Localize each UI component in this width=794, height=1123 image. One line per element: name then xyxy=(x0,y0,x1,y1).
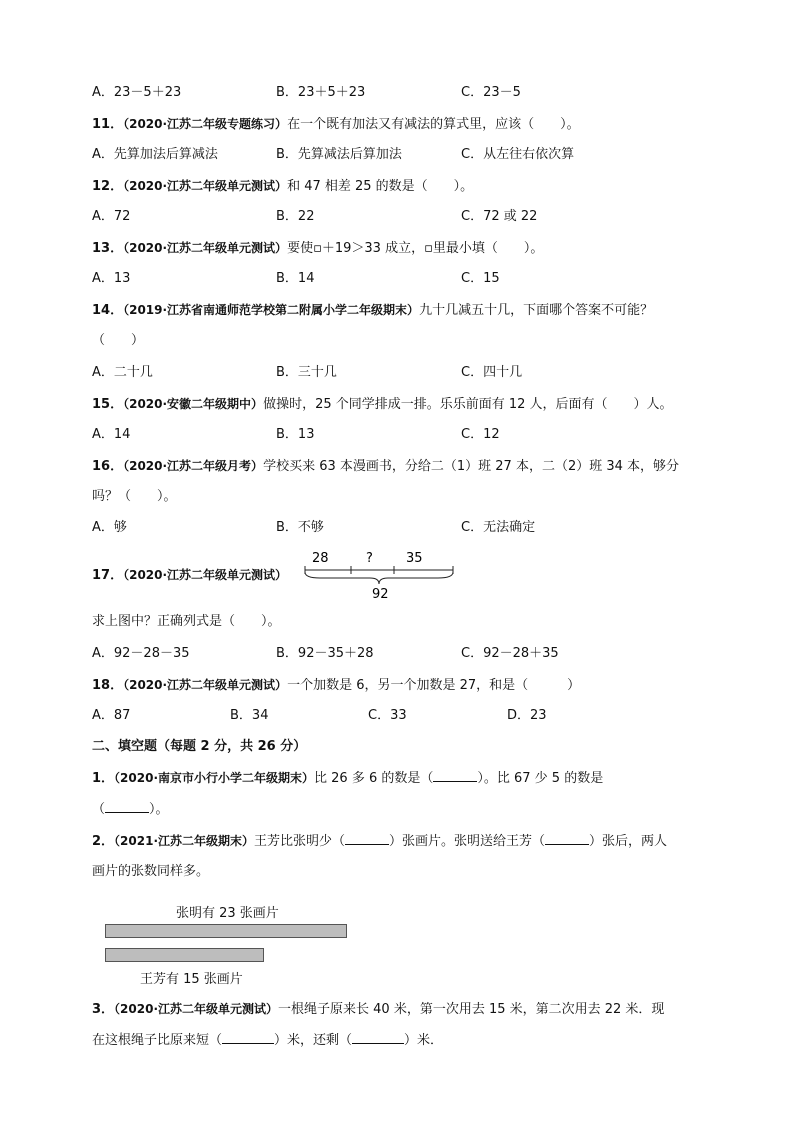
q17-option-b: B．92－35＋28 xyxy=(276,646,374,661)
question-text: ）张后，两人 xyxy=(589,834,668,849)
fill-question-2-continuation: 画片的张数同样多。 xyxy=(92,864,210,879)
question-text: ）。比 67 少 5 的数是 xyxy=(477,771,604,786)
q18-option-b: B．34 xyxy=(230,708,269,723)
question-text: 要使▫＋19＞33 成立，▫里最小填（ ）。 xyxy=(287,241,544,256)
q17-option-c: C．92－28＋35 xyxy=(461,646,559,661)
segment-label-left: 28 xyxy=(312,551,329,566)
answer-blank[interactable] xyxy=(545,832,589,845)
question-text: ）米，还剩（ xyxy=(274,1033,353,1048)
question-text: 在这根绳子比原来短（ xyxy=(92,1033,223,1048)
bar-zhangming xyxy=(105,924,347,938)
question-number: 1． xyxy=(92,771,115,786)
question-16-continuation: 吗？（ ）。 xyxy=(92,489,177,504)
q17-option-a: A．92－28－35 xyxy=(92,646,190,661)
question-source: （2020·江苏二年级单元测试） xyxy=(123,179,288,193)
bar-wangfang xyxy=(105,948,264,962)
q15-option-a: A．14 xyxy=(92,427,131,442)
question-text: ）张画片。张明送给王芳（ xyxy=(389,834,546,849)
question-text: 做操时，25 个同学排成一排。乐乐前面有 12 人，后面有（ ）人。 xyxy=(263,397,673,412)
f2-bar-diagram xyxy=(100,900,360,988)
bar-label-zhangming: 张明有 23 张画片 xyxy=(176,906,279,921)
answer-blank[interactable] xyxy=(352,1031,404,1044)
question-number: 16． xyxy=(92,459,124,474)
q16-option-b: B．不够 xyxy=(276,520,324,535)
q11-option-a: A．先算加法后算减法 xyxy=(92,147,218,162)
q18-option-d: D．23 xyxy=(507,708,547,723)
question-source: （2020·江苏二年级月考） xyxy=(123,459,264,473)
question-11 xyxy=(92,115,580,134)
question-source: （2020·江苏二年级单元测试） xyxy=(123,678,288,692)
q12-option-c: C．72 或 22 xyxy=(461,209,538,224)
question-18 xyxy=(92,676,580,695)
question-16 xyxy=(92,457,679,476)
question-text: 九十几减五十几，下面哪个答案不可能？ xyxy=(419,303,654,318)
q15-option-b: B．13 xyxy=(276,427,315,442)
section-title-fill-in: 二、填空题（每题 2 分，共 26 分） xyxy=(92,739,307,754)
question-17-text: 求上图中？正确列式是（ ）。 xyxy=(92,614,281,629)
q14-option-a: A．二十几 xyxy=(92,365,153,380)
answer-blank[interactable] xyxy=(222,1031,274,1044)
question-source: （2020·安徽二年级期中） xyxy=(123,397,264,411)
question-number: 11． xyxy=(92,117,124,132)
q13-option-c: C．15 xyxy=(461,271,500,286)
question-number: 15． xyxy=(92,397,124,412)
segment-label-right: 35 xyxy=(406,551,423,566)
question-source: （2021·江苏二年级期末） xyxy=(114,834,255,848)
question-source: （2020·南京市小行小学二年级期末） xyxy=(114,771,315,785)
segment-total-label: 92 xyxy=(372,587,389,602)
question-14 xyxy=(92,301,653,320)
q12-option-a: A．72 xyxy=(92,209,131,224)
question-source: （2020·江苏二年级专题练习） xyxy=(123,117,288,131)
fill-question-1 xyxy=(92,769,603,788)
total-brace xyxy=(305,572,453,584)
q12-option-b: B．22 xyxy=(276,209,315,224)
q10-option-c: C．23－5 xyxy=(461,85,521,100)
q11-option-b: B．先算减法后算加法 xyxy=(276,147,402,162)
question-text: ）。 xyxy=(149,802,169,817)
segment-label-middle: ? xyxy=(366,551,373,566)
question-number: 17． xyxy=(92,568,124,583)
question-number: 2． xyxy=(92,834,115,849)
q16-option-c: C．无法确定 xyxy=(461,520,536,535)
question-number: 14． xyxy=(92,303,124,318)
question-text: 和 47 相差 25 的数是（ ）。 xyxy=(287,179,474,194)
q18-option-a: A．87 xyxy=(92,708,131,723)
question-number: 13． xyxy=(92,241,124,256)
question-source: （2020·江苏二年级单元测试） xyxy=(123,241,288,255)
question-14-continuation: （ ） xyxy=(92,333,145,348)
fill-question-3 xyxy=(92,1000,664,1019)
q16-option-a: A．够 xyxy=(92,520,127,535)
fill-question-3-continuation xyxy=(92,1031,443,1050)
question-text: 一根绳子原来长 40 米，第一次用去 15 米，第二次用去 22 米．现 xyxy=(278,1002,665,1017)
answer-blank[interactable] xyxy=(433,769,477,782)
question-13 xyxy=(92,239,543,258)
q11-option-c: C．从左往右依次算 xyxy=(461,147,575,162)
question-text: 一个加数是 6，另一个加数是 27，和是（ ） xyxy=(287,678,581,693)
q18-option-c: C．33 xyxy=(368,708,407,723)
question-number: 3． xyxy=(92,1002,115,1017)
question-text: 学校买来 63 本漫画书，分给二（1）班 27 本，二（2）班 34 本，够分 xyxy=(263,459,680,474)
fill-question-2 xyxy=(92,832,667,851)
q13-option-b: B．14 xyxy=(276,271,315,286)
answer-blank[interactable] xyxy=(345,832,389,845)
question-source: （2020·江苏二年级单元测试） xyxy=(114,1002,279,1016)
question-text: 在一个既有加法又有减法的算式里，应该（ ）。 xyxy=(287,117,580,132)
q17-segment-diagram xyxy=(300,548,460,602)
question-15 xyxy=(92,395,673,414)
question-text: ）米． xyxy=(404,1033,444,1048)
question-text: （ xyxy=(92,802,106,817)
q14-option-b: B．三十几 xyxy=(276,365,337,380)
question-17 xyxy=(92,566,287,585)
question-number: 18． xyxy=(92,678,124,693)
q10-option-a: A．23－5＋23 xyxy=(92,85,182,100)
question-text: 王芳比张明少（ xyxy=(254,834,346,849)
question-number: 12． xyxy=(92,179,124,194)
question-text: 比 26 多 6 的数是（ xyxy=(314,771,434,786)
q14-option-c: C．四十几 xyxy=(461,365,523,380)
question-source: （2020·江苏二年级单元测试） xyxy=(123,568,288,582)
fill-question-1-continuation xyxy=(92,800,169,819)
q15-option-c: C．12 xyxy=(461,427,500,442)
answer-blank[interactable] xyxy=(105,800,149,813)
q10-option-b: B．23＋5＋23 xyxy=(276,85,366,100)
q13-option-a: A．13 xyxy=(92,271,131,286)
question-source: （2019·江苏省南通师范学校第二附属小学二年级期末） xyxy=(123,303,420,317)
question-12 xyxy=(92,177,473,196)
bar-label-wangfang: 王芳有 15 张画片 xyxy=(140,972,243,987)
